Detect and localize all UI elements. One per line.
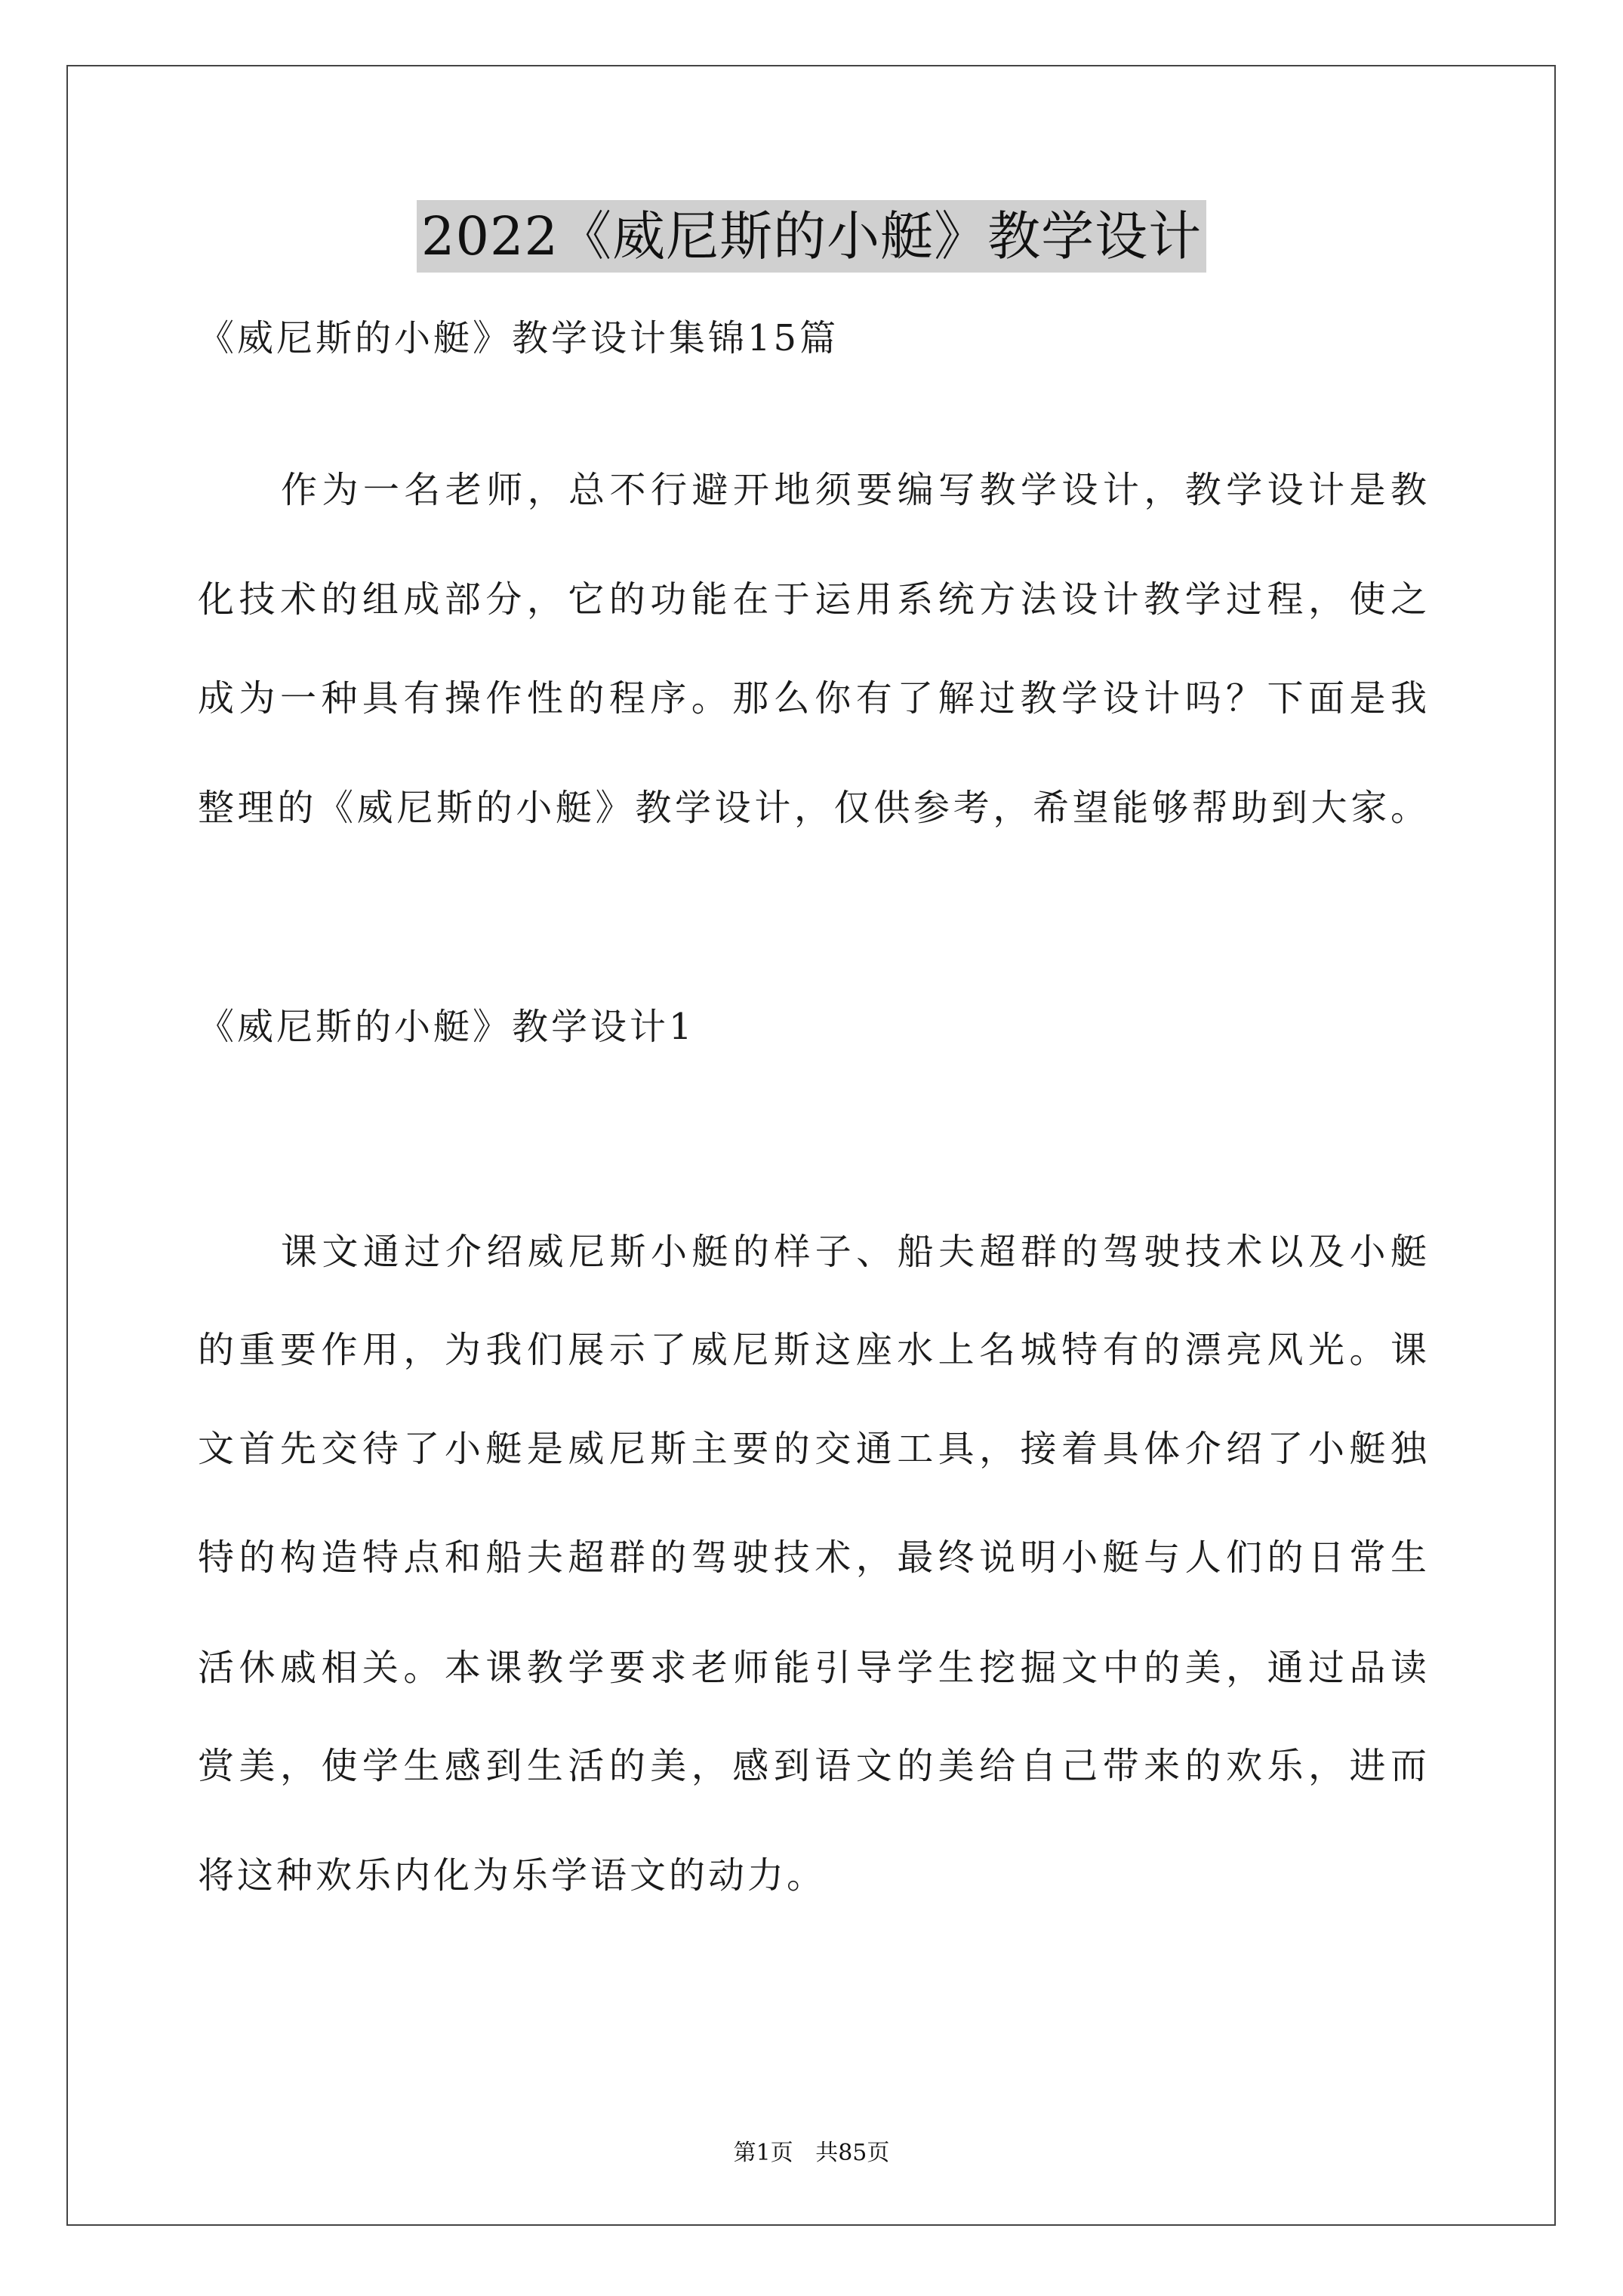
intro-paragraph-line: 化技术的组成部分，它的功能在于运用系统方法设计教学过程，使之 bbox=[198, 578, 1427, 621]
section-paragraph-line: 活休戚相关。本课教学要求老师能引导学生挖掘文中的美，通过品读 bbox=[198, 1647, 1427, 1689]
section-paragraph-line: 的重要作用，为我们展示了威尼斯这座水上名城特有的漂亮风光。课 bbox=[198, 1329, 1427, 1371]
document-title: 2022《威尼斯的小艇》教学设计 bbox=[417, 200, 1206, 273]
title-container bbox=[0, 200, 1623, 273]
intro-paragraph-line: 整理的《威尼斯的小艇》教学设计，仅供参考，希望能够帮助到大家。 bbox=[198, 787, 1427, 829]
page-border bbox=[66, 65, 1556, 2226]
page-number: 第1页 bbox=[733, 2140, 793, 2166]
section-paragraph-line: 课文通过介绍威尼斯小艇的样子、船夫超群的驾驶技术以及小艇 bbox=[281, 1231, 1427, 1273]
intro-paragraph-line: 作为一名老师，总不行避开地须要编写教学设计，教学设计是教 bbox=[281, 469, 1427, 511]
section-paragraph-line: 文首先交待了小艇是威尼斯主要的交通工具，接着具体介绍了小艇独 bbox=[198, 1428, 1427, 1470]
page-total: 共85页 bbox=[815, 2140, 890, 2166]
section-paragraph-line: 将这种欢乐内化为乐学语文的动力。 bbox=[198, 1854, 827, 1897]
section-paragraph-line: 赏美，使学生感到生活的美，感到语文的美给自己带来的欢乐，进而 bbox=[198, 1745, 1427, 1787]
section-heading: 《威尼斯的小艇》教学设计1 bbox=[198, 1006, 695, 1048]
intro-paragraph-line: 成为一种具有操作性的程序。那么你有了解过教学设计吗？下面是我 bbox=[198, 677, 1427, 720]
document-subtitle: 《威尼斯的小艇》教学设计集锦15篇 bbox=[198, 317, 839, 359]
section-paragraph-line: 特的构造特点和船夫超群的驾驶技术，最终说明小艇与人们的日常生 bbox=[198, 1536, 1427, 1579]
page-footer bbox=[0, 2138, 1623, 2168]
